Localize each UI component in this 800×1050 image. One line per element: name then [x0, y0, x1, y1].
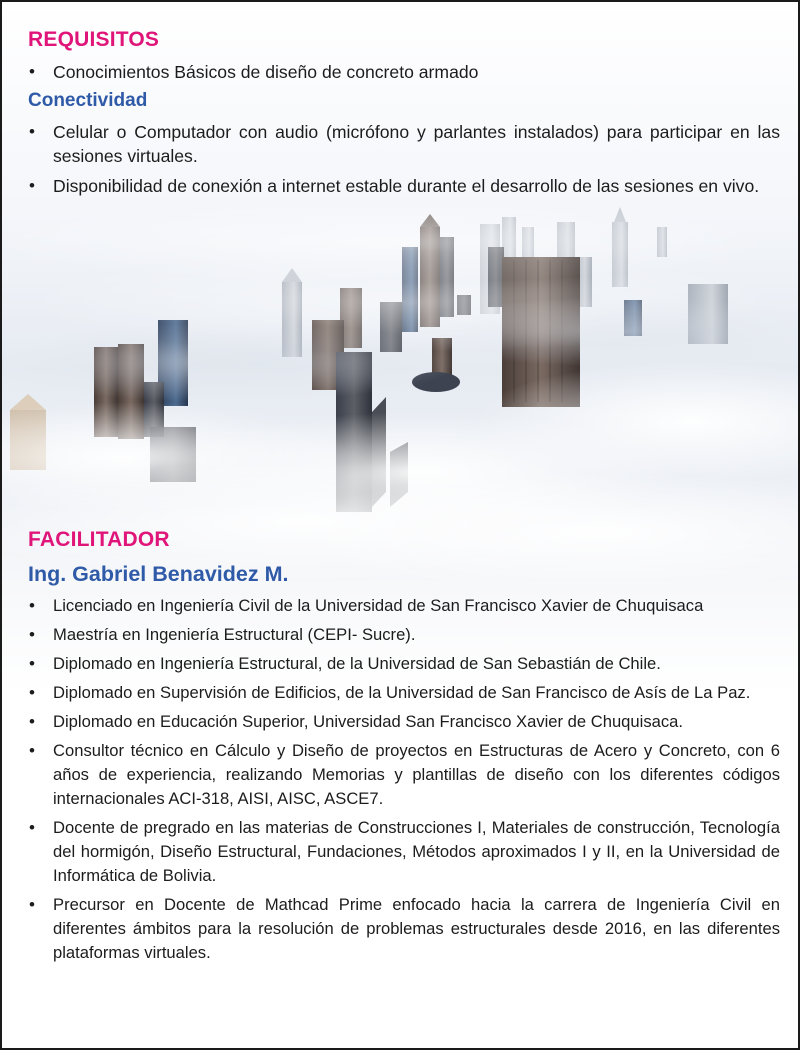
- list-item: [2, 120, 798, 168]
- requisitos-list: [2, 60, 798, 84]
- list-item: [2, 623, 798, 647]
- credential-text: Diplomado en Supervisión de Edificios, de la Universidad de San Francisco de Asís de La Paz.: [53, 683, 751, 702]
- bullet-icon: •: [29, 895, 35, 914]
- bullet-icon: •: [29, 176, 35, 195]
- requisito-text: Conocimientos Básicos de diseño de concreto armado: [53, 62, 479, 82]
- bullet-icon: •: [29, 625, 35, 644]
- bullet-icon: •: [29, 741, 35, 760]
- credential-text: Maestría en Ingeniería Estructural (CEPI- Sucre).: [53, 625, 416, 644]
- bullet-icon: •: [29, 596, 35, 615]
- bullet-icon: •: [29, 712, 35, 731]
- list-item: [2, 710, 798, 734]
- list-item: [2, 652, 798, 676]
- facilitator-name: Ing. Gabriel Benavidez M.: [28, 562, 289, 586]
- list-item: [2, 739, 798, 811]
- bullet-icon: •: [29, 62, 35, 81]
- credential-text: Diplomado en Ingeniería Estructural, de la Universidad de San Sebastián de Chile.: [53, 654, 661, 673]
- list-item: [2, 174, 798, 198]
- list-item: [2, 816, 798, 888]
- bullet-icon: •: [29, 654, 35, 673]
- facilitador-heading: FACILITADOR: [28, 528, 170, 551]
- bullet-icon: •: [29, 818, 35, 837]
- credential-text: Consultor técnico en Cálculo y Diseño de proyectos en Estructuras de Acero y Concreto, con 6 años de experiencia, realizando Memorias y plantillas de diseño con los diferentes códigos internacionales ACI-318, AISI, AISC, ASCE7.: [53, 741, 780, 808]
- conectividad-heading: Conectividad: [28, 90, 148, 111]
- bullet-icon: •: [29, 122, 35, 141]
- list-item: [2, 60, 798, 84]
- list-item: [2, 893, 798, 965]
- conectividad-list: [2, 120, 798, 198]
- conectividad-text: Disponibilidad de conexión a internet estable durante el desarrollo de las sesiones en vivo.: [53, 176, 760, 196]
- credential-text: Docente de pregrado en las materias de Construcciones I, Materiales de construcción, Tecnología del hormigón, Diseño Estructural, Fundaciones, Métodos aproximados I y II, en la Universidad de Informática de Bolivia.: [53, 818, 780, 885]
- list-item: [2, 681, 798, 705]
- requisitos-heading: REQUISITOS: [28, 28, 160, 51]
- list-item: [2, 594, 798, 618]
- credential-text: Licenciado en Ingeniería Civil de la Universidad de San Francisco Xavier de Chuquisaca: [53, 596, 704, 615]
- credential-text: Diplomado en Educación Superior, Universidad San Francisco Xavier de Chuquisaca.: [53, 712, 683, 731]
- credential-text: Precursor en Docente de Mathcad Prime enfocado hacia la carrera de Ingeniería Civil en diferentes ámbitos para la resolución de problemas estructurales desde 2016, en las diferentes plataformas virtuales.: [53, 895, 780, 962]
- facilitador-list: [2, 594, 798, 970]
- conectividad-text: Celular o Computador con audio (micrófono y parlantes instalados) para participar en las sesiones virtuales.: [53, 122, 780, 166]
- bullet-icon: •: [29, 683, 35, 702]
